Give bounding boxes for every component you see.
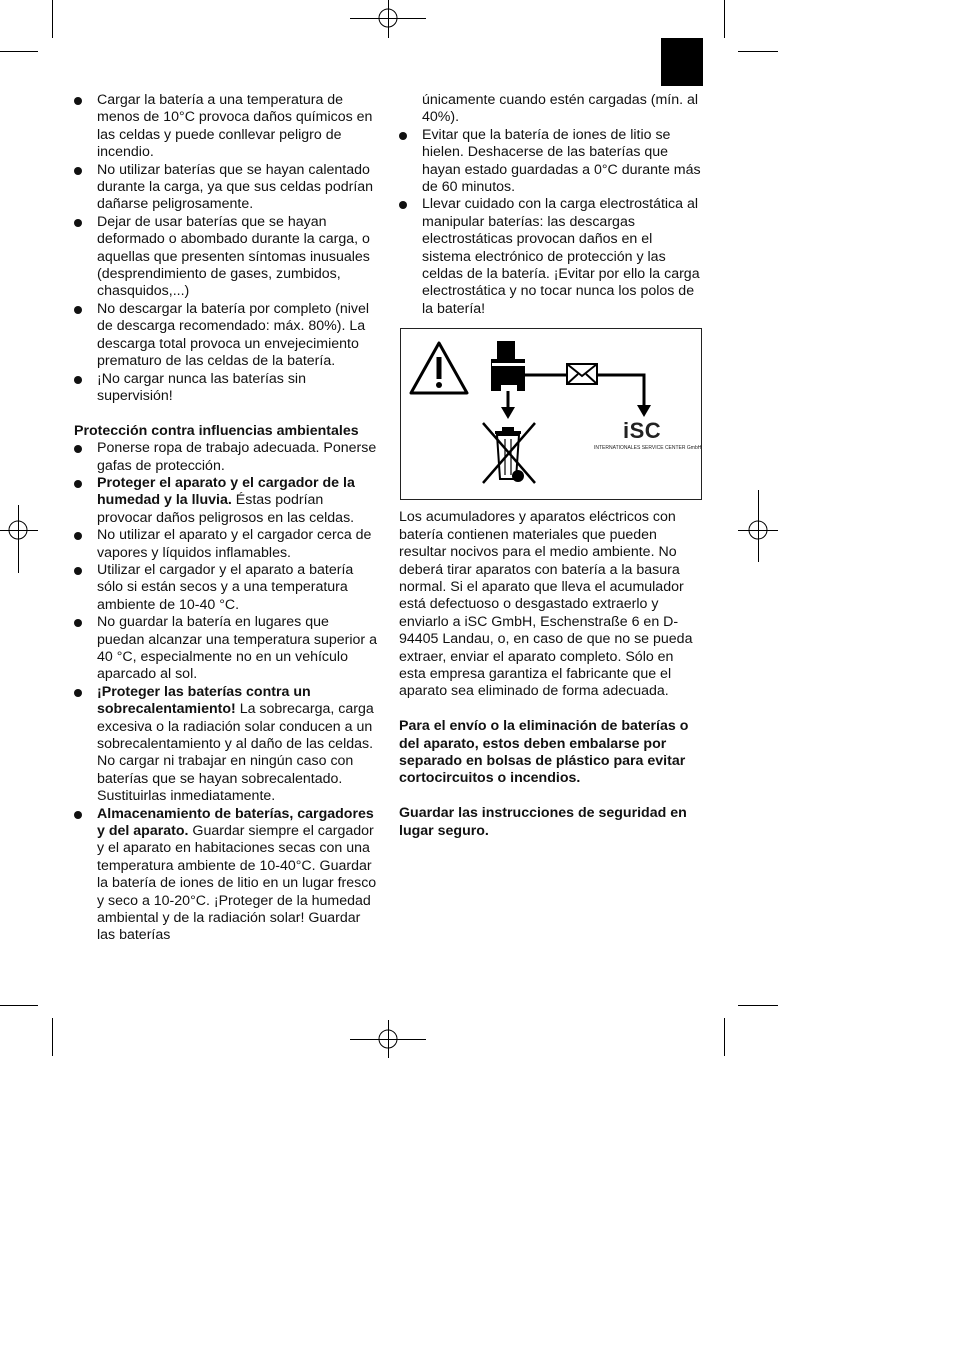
list-item-text: No utilizar baterías que se hayan calentado durante la carga, ya que sus celdas podrían dañarse peligrosamente. (97, 161, 374, 213)
list-item-text: La sobrecarga, carga excesiva o la radiación solar conducen a un sobrecalentamiento y al daño de las celdas. No cargar ni trabajar en ningún caso con baterías que se hayan sobrecalentado. Sustituirlas inmediatamente. (97, 701, 374, 805)
list-item-text: No guardar la batería en lugares que puedan alcanzar una temperatura superior a 40 °C, especialmente no en un vehículo aparcado al sol. (97, 614, 377, 683)
list-item-bold: Almacenamiento de baterías, cargadores y del aparato. (97, 805, 374, 840)
bullet-icon (74, 689, 82, 697)
keep-instructions-notice: Guardar las instrucciones de seguridad en lugar seguro. (399, 805, 687, 839)
bullet-icon (74, 97, 82, 105)
safety-list-charging (74, 92, 378, 405)
list-item-text: únicamente cuando estén cargadas (mín. al 40%). (422, 92, 699, 126)
list-item (74, 614, 378, 684)
bullet-icon (74, 445, 82, 453)
battery-icon (491, 341, 525, 391)
list-item (74, 562, 378, 614)
isc-logo: iSC (623, 418, 662, 444)
list-item (74, 475, 378, 527)
packaging-notice: Para el envío o la eliminación de baterías o del aparato, estos deben embalarse por separado en bolsas de plástico para evitar cortocircuitos o incendios. (399, 718, 689, 787)
crossed-bin-icon (483, 423, 535, 483)
warning-triangle-icon (411, 343, 467, 393)
list-item-text: Dejar de usar baterías que se hayan deformado o abombado durante la carga, o aquellas que presenten síntomas inusuales (desprendimiento de gases, zumbidos, chasquidos,...) (97, 213, 370, 300)
list-item-text: Llevar cuidado con la carga electrostática al manipular baterías: las descargas electrostáticas provocan daños en el sistema electrónico de protección y las celdas de la batería. ¡Evitar por ello la carga electrostática y no tocar nunca los polos de la batería! (422, 196, 700, 317)
list-item-text: Ponerse ropa de trabajo adecuada. Ponerse gafas de protección. (97, 440, 377, 474)
list-item (74, 162, 378, 214)
list-item-text: No utilizar el aparato y el cargador cerca de vapores y líquidos inflamables. (97, 527, 372, 561)
list-item-bold: Proteger el aparato y el cargador de la humedad y la lluvia. (97, 474, 355, 509)
list-item-text: Éstas podrían provocar daños peligrosos en las celdas. (97, 492, 355, 526)
right-column (399, 92, 703, 840)
list-item-bold: ¡Proteger las baterías contra un sobrecalentamiento! (97, 683, 311, 718)
bullet-icon (399, 132, 407, 140)
list-item-text: Cargar la batería a una temperatura de menos de 10°C provoca daños químicos en las celdas y puede conllevar peligro de incendio. (97, 92, 373, 161)
list-item-text: ¡No cargar nunca las baterías sin supervisión! (97, 370, 306, 404)
bullet-icon (74, 532, 82, 540)
bullet-icon (74, 619, 82, 627)
disposal-paragraph: Los acumuladores y aparatos eléctricos con batería contienen materiales que pueden resultar nocivos para el medio ambiente. No deberá tirar aparatos con batería a la basura normal. Si el aparato que lleva el acumulador está defectuoso o desgastado extraerlo y enviarlo a iSC GmbH, Eschenstraße 6 en D-94405 Landau, o, en caso de que no se pueda extraer, enviar el aparato completo. Sólo en esta empresa garantiza el fabricante que el aparato sea eliminado de forma adecuada. (399, 509, 693, 700)
list-item (74, 92, 378, 162)
left-column (74, 92, 378, 945)
safety-list-continued (399, 92, 703, 318)
list-item (74, 684, 378, 806)
bullet-icon (74, 567, 82, 575)
bullet-icon (74, 306, 82, 314)
envelope-icon (567, 364, 597, 384)
section-heading: Protección contra influencias ambientales (74, 422, 359, 439)
bullet-icon (74, 219, 82, 227)
list-item (74, 214, 378, 301)
list-item-text: Utilizar el cargador y el aparato a batería sólo si están secos y a una temperatura ambiente de 10-40 °C. (97, 561, 354, 613)
battery-disposal-figure (400, 328, 702, 500)
list-item (399, 127, 703, 197)
list-item (74, 527, 378, 562)
list-item-text: Evitar que la batería de iones de litio se hielen. Deshacerse de las baterías que hayan estado guardadas a 0°C durante más de 60 minutos. (422, 126, 701, 196)
bullet-icon (74, 376, 82, 384)
list-item (74, 371, 378, 406)
list-item (74, 806, 378, 945)
language-tab-marker (661, 38, 703, 86)
safety-list-environment (74, 440, 378, 945)
isc-logo-subtext: INTERNATIONALES SERVICE CENTER GmbH (594, 445, 702, 452)
list-item-text: Guardar siempre el cargador y el aparato en habitaciones secas con una temperatura ambiente de 10-40°C. Guardar la batería de iones de litio en un lugar fresco y seco a 10-20°C. ¡Proteger de la humedad ambiental y de la radiación solar! Guardar las baterías (97, 823, 377, 944)
list-item (74, 440, 378, 475)
list-item (74, 301, 378, 371)
bullet-icon (74, 811, 82, 819)
bullet-icon (74, 167, 82, 175)
list-item (399, 196, 703, 318)
list-item-text: No descargar la batería por completo (nivel de descarga recomendado: máx. 80%). La descarga total provoca un envejecimiento prematuro de las celdas de la batería. (97, 300, 370, 370)
list-item-continuation (399, 92, 703, 127)
bullet-icon (74, 480, 82, 488)
bullet-icon (399, 201, 407, 209)
